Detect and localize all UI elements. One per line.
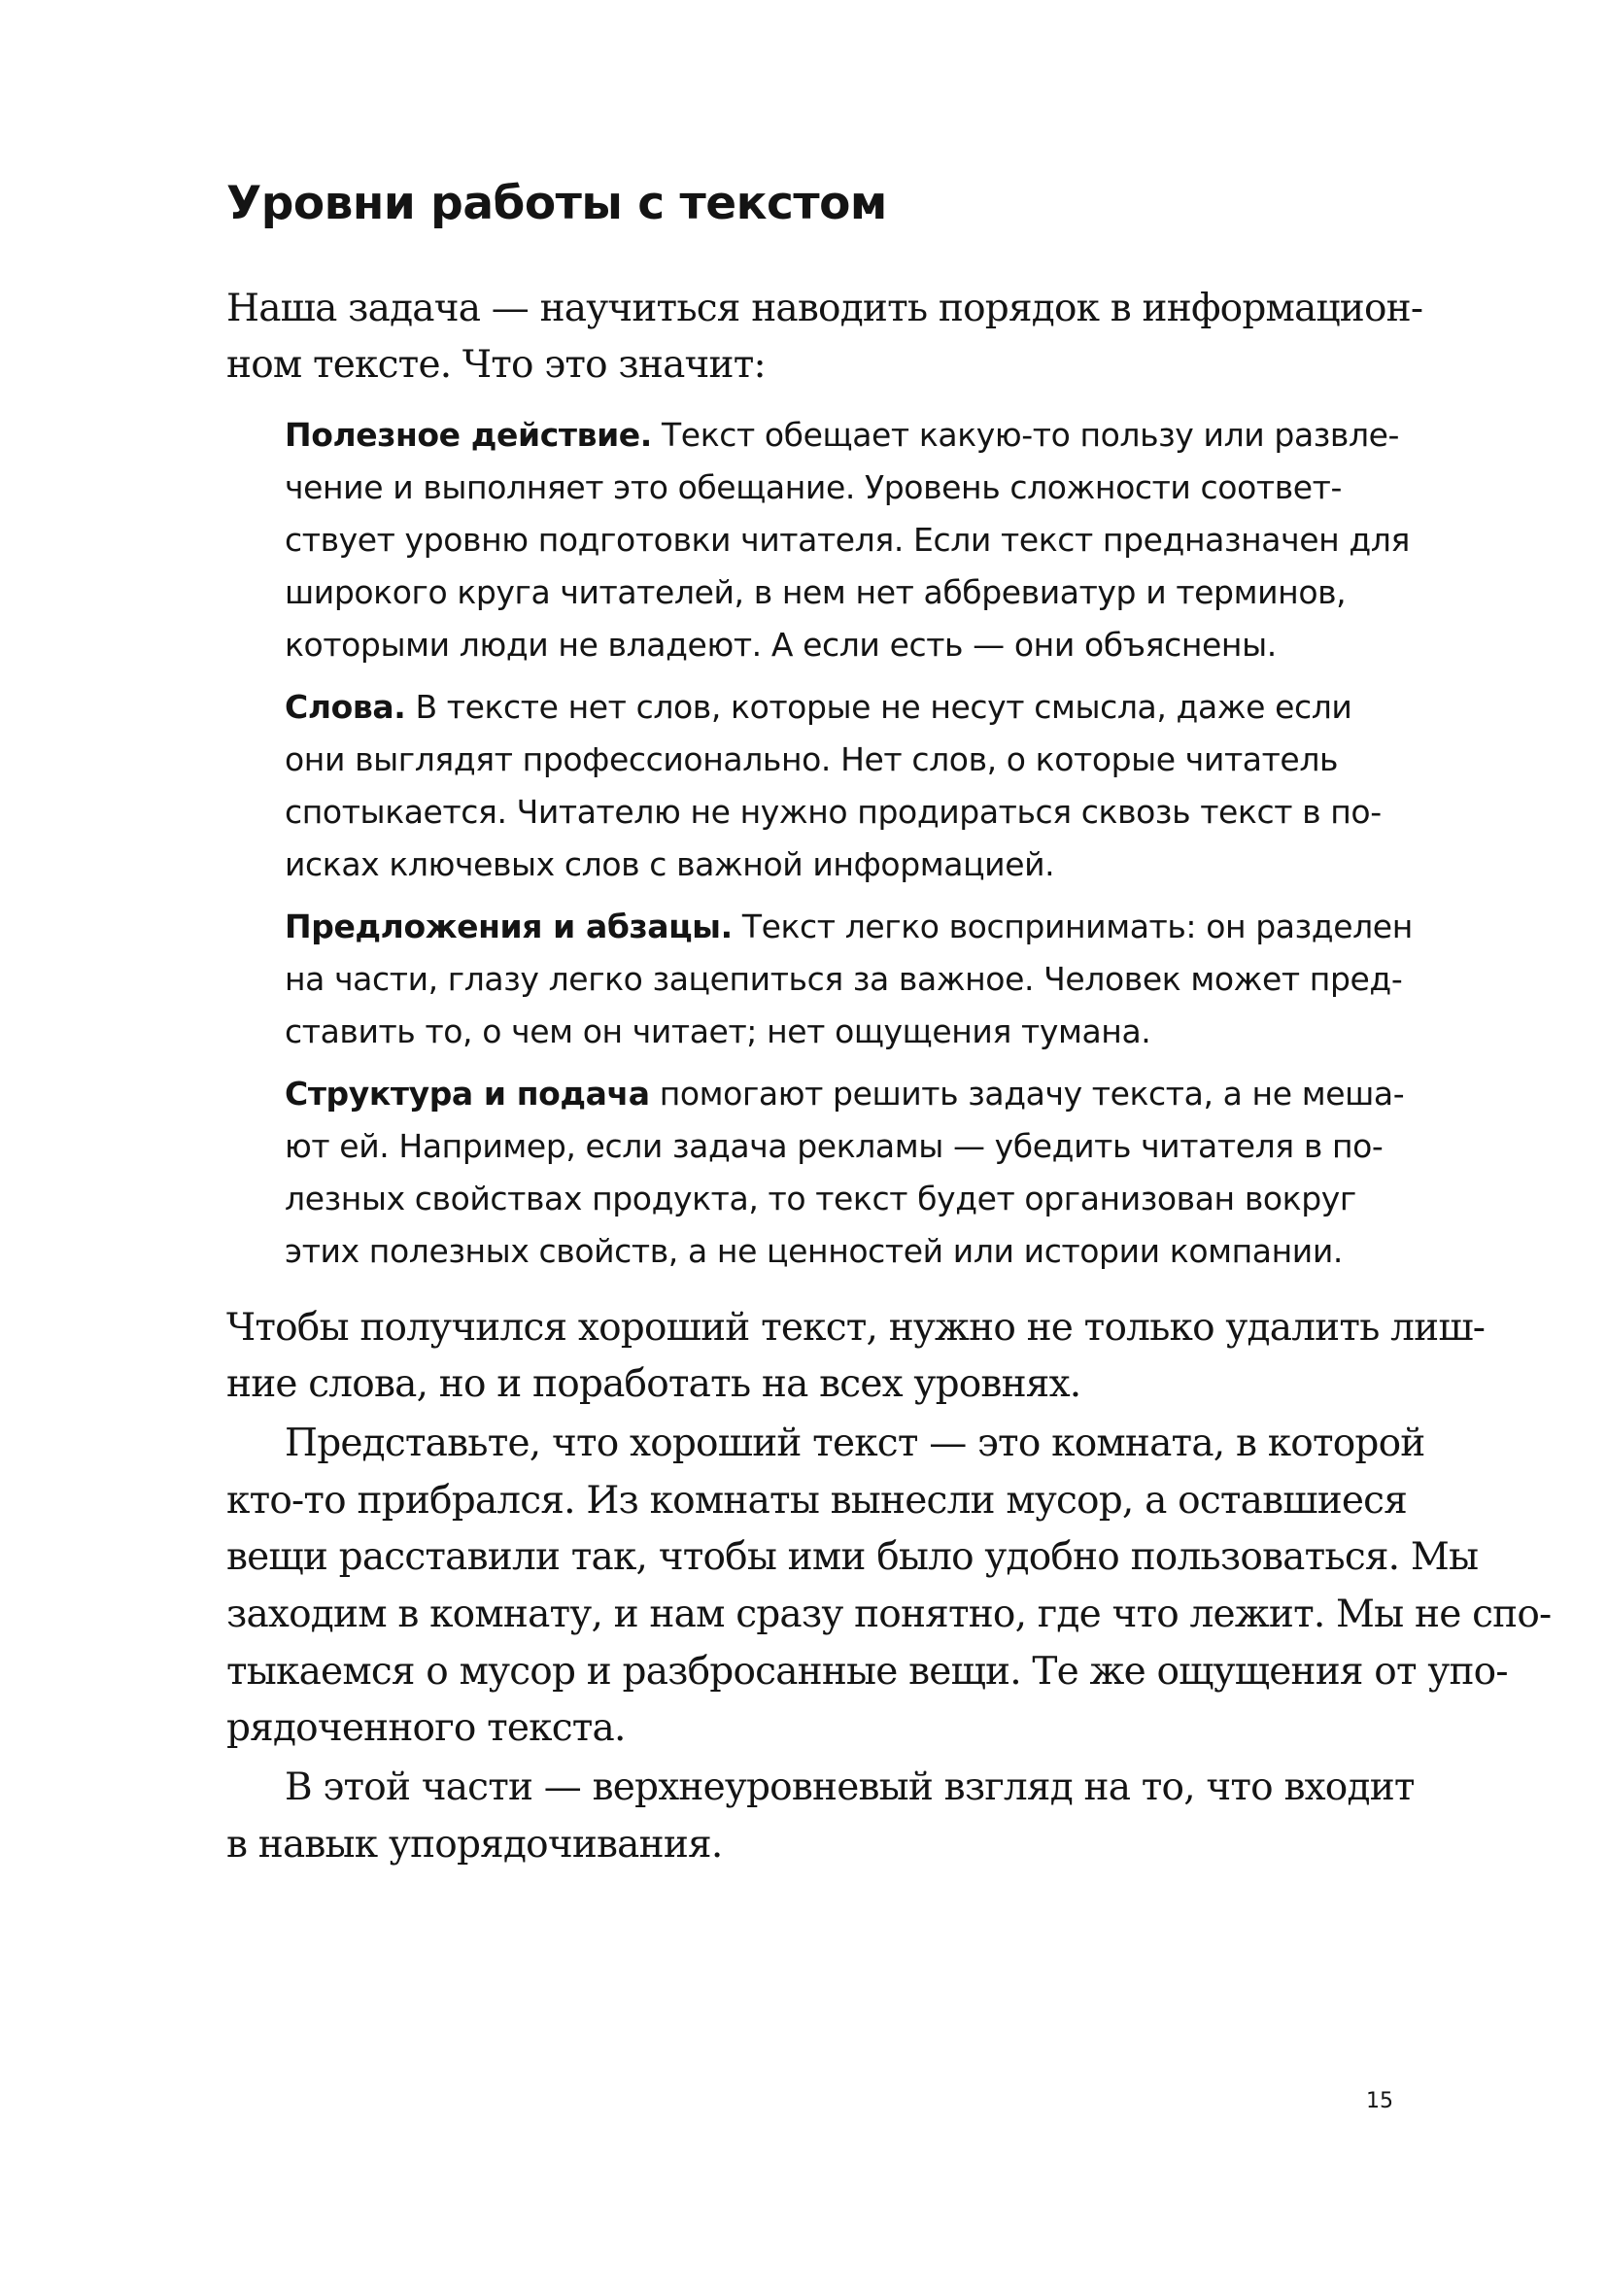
intro-line: Наша задача — научиться наводить порядок в информацион- <box>226 287 1423 330</box>
criterion-text: Текст обещает какую-то пользу или развле- <box>651 416 1400 454</box>
criterion-term: Предложения и абзацы. <box>285 908 733 945</box>
body-line: ние слова, но и поработать на всех уровнях. <box>226 1362 1081 1406</box>
criterion-term: Полезное действие. <box>285 416 652 454</box>
body-line: В этой части — верхнеуровневый взгляд на то, что входит <box>285 1765 1415 1809</box>
body-line: заходим в комнату, и нам сразу понятно, где что лежит. Мы не спо- <box>226 1593 1552 1636</box>
criterion-sentences <box>285 908 1413 945</box>
criterion-line: они выглядят профессионально. Нет слов, о которые читатель <box>285 740 1339 778</box>
criterion-line: которыми люди не владеют. А если есть — они объяснены. <box>285 626 1277 664</box>
page-title: Уровни работы с текстом <box>226 177 887 230</box>
criterion-line: лезных свойствах продукта, то текст будет организован вокруг <box>285 1180 1356 1217</box>
criterion-text: Текст легко воспринимать: он разделен <box>732 908 1413 945</box>
criterion-words <box>285 688 1351 726</box>
body-line: в навык упорядочивания. <box>226 1823 723 1867</box>
criterion-term: Слова. <box>285 688 406 726</box>
criterion-line: исках ключевых слов с важной информацией. <box>285 845 1055 883</box>
body-line: кто-то прибрался. Из комнаты вынесли мусор, а оставшиеся <box>226 1479 1408 1523</box>
body-line: Представьте, что хороший текст — это комната, в которой <box>285 1422 1425 1465</box>
body-line: тыкаемся о мусор и разбросанные вещи. Те же ощущения от упо- <box>226 1650 1508 1694</box>
criterion-line: ставить то, о чем он читает; нет ощущения тумана. <box>285 1012 1151 1050</box>
criterion-line: на части, глазу легко зацепиться за важное. Человек может пред- <box>285 960 1403 998</box>
intro-line: ном тексте. Что это значит: <box>226 343 766 387</box>
criterion-line: спотыкается. Читателю не нужно продираться сквозь текст в по- <box>285 793 1382 831</box>
body-line: Чтобы получился хороший текст, нужно не только удалить лиш- <box>226 1306 1486 1350</box>
criterion-structure <box>285 1075 1404 1113</box>
criterion-line: ствует уровню подготовки читателя. Если текст предназначен для <box>285 521 1410 559</box>
criterion-term: Структура и подача <box>285 1075 650 1113</box>
criterion-line: этих полезных свойств, а не ценностей или истории компании. <box>285 1232 1343 1270</box>
criterion-line: чение и выполняет это обещание. Уровень сложности соответ- <box>285 468 1342 506</box>
criterion-line: ют ей. Например, если задача рекламы — убедить читателя в по- <box>285 1127 1384 1165</box>
page-number: 15 <box>1366 2089 1393 2113</box>
criterion-text: В тексте нет слов, которые не несут смысла, даже если <box>405 688 1352 726</box>
body-line: вещи расставили так, чтобы ими было удобно пользоваться. Мы <box>226 1535 1479 1579</box>
body-line: рядоченного текста. <box>226 1706 626 1750</box>
criterion-line: широкого круга читателей, в нем нет аббревиатур и терминов, <box>285 573 1347 611</box>
criterion-useful-action <box>285 416 1399 454</box>
criterion-text: помогают решить задачу текста, а не меша- <box>649 1075 1405 1113</box>
